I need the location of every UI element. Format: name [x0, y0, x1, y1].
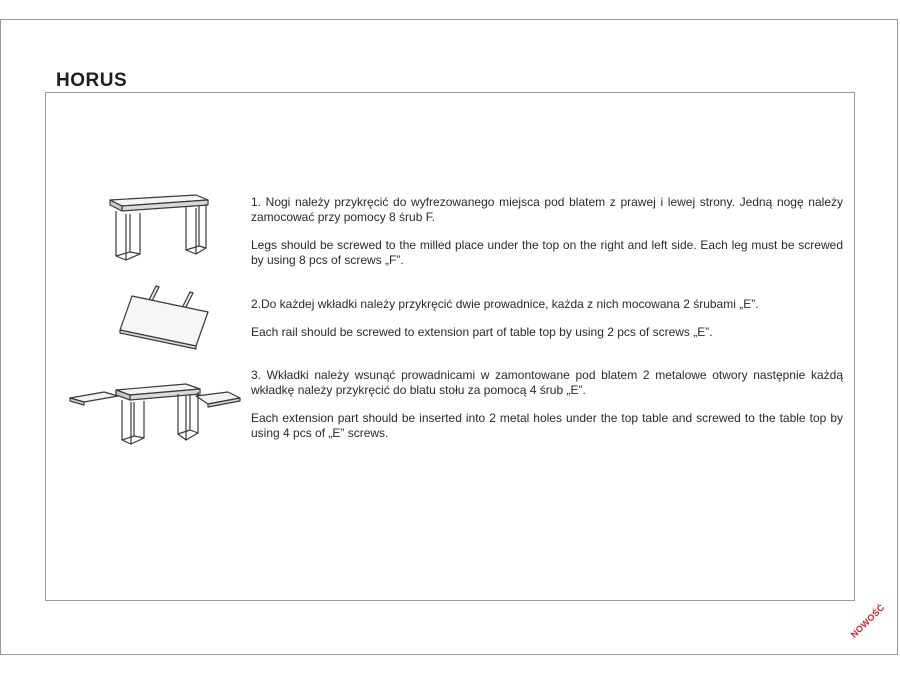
step-1-text	[251, 195, 843, 268]
step-3-english: Each extension part should be inserted into 2 metal holes under the top table and screwed to the table top by using 4 pcs of „E” screws.	[251, 411, 843, 440]
new-badge: NOWOŚĆ	[848, 602, 887, 640]
step-1-polish: 1. Nogi należy przykręcić do wyfrezowanego miejsca pod blatem z prawej i lewej strony. Jedną nogę należy zamocować przy pomocy 8 śrub F.	[251, 195, 843, 224]
step-2-polish: 2.Do każdej wkładki należy przykręcić dwie prowadnice, każda z nich mocowana 2 śrubami „E”.	[251, 297, 759, 311]
table-with-legs-diagram	[104, 190, 214, 272]
table-with-extensions-diagram	[68, 380, 244, 452]
step-2-text	[251, 297, 843, 340]
document-title: HORUS	[56, 70, 128, 91]
step-3-text	[251, 368, 843, 441]
extension-board-with-rails-diagram	[110, 284, 214, 350]
step-1-english: Legs should be screwed to the milled place under the top on the right and left side. Each leg must be screwed by using 8 pcs of screws „F”.	[251, 238, 843, 267]
step-2-english: Each rail should be screwed to extension part of table top by using 2 pcs of screws „E”.	[251, 325, 713, 339]
step-3-polish: 3. Wkładki należy wsunąć prowadnicami w zamontowane pod blatem 2 metalowe otwory następnie każdą wkładkę należy przykręcić do blatu stołu za pomocą 4 śrub „E”.	[251, 368, 843, 397]
